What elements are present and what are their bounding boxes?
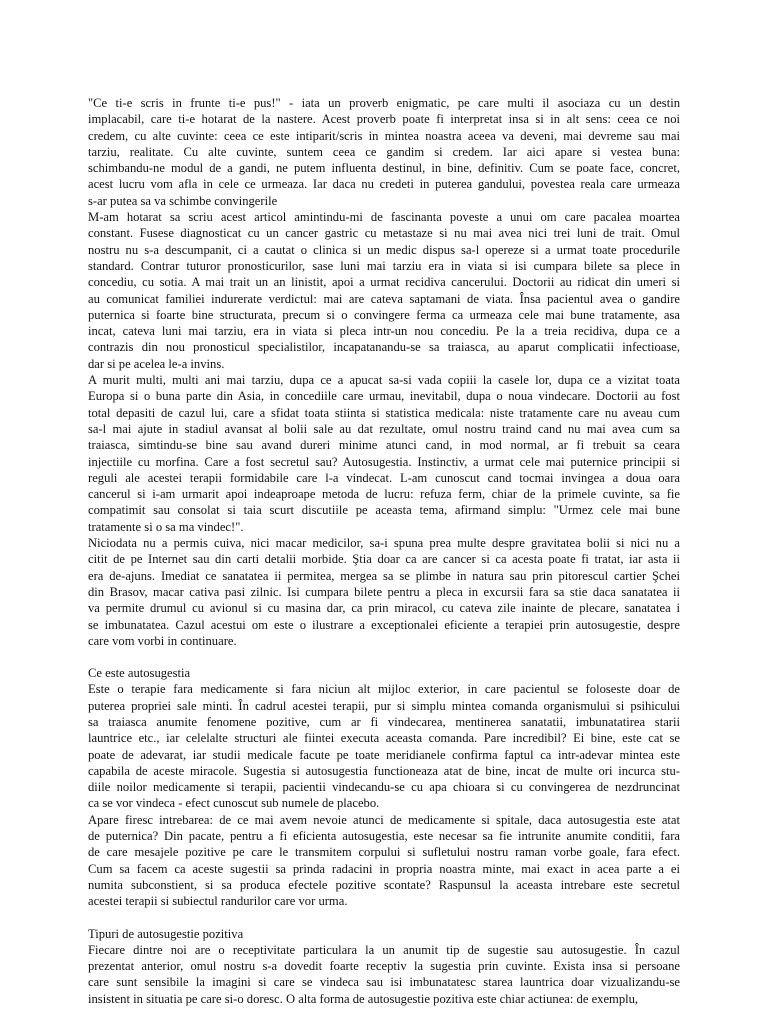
section-heading: Tipuri de autosugestie pozitiva (88, 926, 244, 941)
text-line: au comunicat familiei indurerate verdictul: mai are cateva saptamani de viata. Însa pacientul avea o gandire (88, 291, 680, 306)
text-line: standard. Contrar tuturor pronosticurilor, sase luni mai tarziu era in viata si isi cumpara bilete sa plece in (88, 258, 680, 273)
text-line: sa-l mai ajute in stadiul avansat al bolii sale au dat rezultate, omul nostru traind cand nu mai avea cum sa (88, 421, 680, 436)
text-line: capabila de aceste miracole. Sugestia si autosugestia functioneaza atat de bine, incat de multe ori incurca stu- (88, 763, 680, 778)
section1-paragraph-1 (88, 681, 680, 811)
text-line: Niciodata nu a permis cuiva, nici macar medicilor, sa-i spuna prea multe despre gravitatea bolii si nici nu a (88, 536, 680, 551)
text-line: Cum sa facem ca aceste sugestii sa prinda radacini in propria noastra minte, mai exact in acea parte a ei (88, 861, 680, 876)
text-line: din Brasov, macar cativa pasi zilnic. Isi cumpara bilete pentru a pleca in excursii fara sa stie daca sanatatea ii (88, 584, 680, 599)
intro-paragraph (88, 95, 680, 209)
section-spacer (88, 649, 680, 665)
text-line: acestei terapii si subiectul randurilor care vor urma. (88, 894, 348, 909)
text-line: Este o terapie fara medicamente si fara niciun alt mijloc exterior, in care pacientul se foloseste doar de (88, 682, 680, 697)
section-heading-tipuri (88, 926, 680, 942)
section2-paragraph-1 (88, 942, 680, 1007)
text-line: insistent in situatia pe care si-o doresc. O alta forma de autosugestie pozitiva este chiar actiunea: de exemplu, (88, 991, 639, 1006)
text-line: care vom vorbi in continuare. (88, 633, 237, 648)
text-line: diile noilor medicamente si terapii, pacientii vindecandu-se cu apa chioara si cu convingerea de nezdruncinat (88, 780, 680, 795)
text-line: dar si pe acelea le-a invins. (88, 356, 225, 371)
text-line: A murit multi, multi ani mai tarziu, dupa ce a apucat sa-si vada copiii la casele lor, dupa ce a vizitat toata (88, 373, 680, 388)
text-line: tratamente si o sa ma vindec!". (88, 519, 244, 534)
text-line: incat, cateva luni mai tarziu, era in viata si pleca intr-un nou concediu. Pe la a treia recidiva, dupa ce a (88, 324, 680, 339)
text-line: tarziu, realitate. Cu alte cuvinte, suntem ceea ce gandim si credem. Iar aici apare si vestea buna: (88, 144, 680, 159)
text-line: injectiile cu morfina. Care a fost secretul sau? Autosugestia. Instinctiv, a urmat cele mai puternice principii si (88, 454, 680, 469)
text-line: M-am hotarat sa scriu acest articol amintindu-mi de fascinanta poveste a unui om care pacalea moartea (88, 210, 680, 225)
text-line: launtrice etc., iar celelalte structuri ale fiintei executa aceasta comanda. Pare incredibil? Ei bine, este cat se (88, 731, 680, 746)
text-line: credem, cu alte cuvinte: ceea ce este intiparit/scris in mintea noastra aceea va deveni, mai devreme sau mai (88, 128, 680, 143)
story-paragraph-3 (88, 535, 680, 649)
text-line: de puternica? Din pacate, pentru a fi eficienta autosugestia, este necesar sa fie intrunite anumite conditii, fara (88, 829, 680, 844)
text-line: ca se vor vindeca - efect cunoscut sub numele de placebo. (88, 796, 380, 811)
text-line: compatimit sau consolat si taia scurt discutiile pe aceasta tema, afirmand simplu: "Urmez cele mai bune (88, 503, 680, 518)
text-line: citit de pe Internet sau din carti detalii morbide. Ştia doar ca are cancer si ca acesta poate fi tratat, iar asta ii (88, 552, 680, 567)
section-heading-autosugestia (88, 665, 680, 681)
text-line: schimbandu-ne modul de a gandi, ne putem influenta destinul, in bine, definitiv. Cum se poate face, concret, (88, 161, 680, 176)
text-line: sa traiasca anumite fenomene pozitive, cum ar fi vindecarea, mentinerea sanatatii, imbunatatirea starii (88, 714, 680, 729)
text-line: se imbunatatea. Cazul acestui om este o ilustrare a exceptionalei eficiente a terapiei prin autosugestie, despre (88, 617, 680, 632)
text-line: numita subconstient, si sa produca efectele pozitive scontate? Raspunsul la aceasta intrebare este secretul (88, 877, 680, 892)
text-line: puternica si foarte bine structurata, precum si o convingere ferma ca urmeaza cele mai bune tratamente, asa (88, 307, 680, 322)
text-line: cancerul si i-am urmarit apoi indeaproape metoda de lucru: refuza ferm, chiar de la primele cuvinte, sa fie (88, 487, 680, 502)
text-line: era de-ajuns. Imediat ce sanatatea ii permitea, mergea sa se plimbe in natura sau prin pitorescul cartier Şchei (88, 568, 680, 583)
text-line: prezentat anterior, omul nostru s-a dovedit foarte receptiv la sugestia prin cuvinte. Exista insa si persoane (88, 959, 680, 974)
story-paragraph-2 (88, 372, 680, 535)
text-line: poate de adevarat, iar studii medicale facute pe toate meridianele confirma faptul ca intr-adevar mintea este (88, 747, 680, 762)
text-line: constant. Fusese diagnosticat cu un cancer gastric cu metastaze si nu mai avea nici trei luni de trait. Omul (88, 226, 680, 241)
section1-paragraph-2 (88, 812, 680, 910)
text-line: reguli ale acestei terapii formidabile care l-a vindecat. L-am cunoscut cand tocmai invingea a doua oara (88, 470, 680, 485)
text-line: puterea propriei sale minti. În cadrul acestei terapii, pur si simplu mintea comanda organismului si psihicului (88, 698, 680, 713)
document-body (88, 95, 680, 1007)
text-line: Europa si o buna parte din Asia, in concediile care urmau, inevitabil, dupa o noua vindecare. Doctorii au fost (88, 389, 680, 404)
text-line: s-ar putea sa va schimbe convingerile (88, 193, 278, 208)
text-line: acest lucru vom afla in cele ce urmeaza. Iar daca nu credeti in puterea gandului, povestea reala care urmeaza (88, 177, 680, 192)
text-line: va permite drumul cu avionul si cu masina dar, ca prin miracol, cu cateva zile inainte de plecare, sanatatea i (88, 601, 680, 616)
section-heading: Ce este autosugestia (88, 666, 191, 681)
text-line: de care mesajele pozitive pe care le transmitem corpului si sufletului nostru raman vorbe goale, fara efect. (88, 845, 680, 860)
text-line: Fiecare dintre noi are o receptivitate particulara la un anumit tip de sugestie sau autosugestie. În cazul (88, 942, 680, 957)
text-line: concediu, cu sotia. A mai trait un an linistit, apoi a urmat recidiva cancerului. Doctorii au ridicat din umeri si (88, 275, 680, 290)
section-spacer (88, 910, 680, 926)
text-line: care sunt sensibile la imagini si care se vindeca sau isi imbunatatesc starea launtrica doar vizualizandu-se (88, 975, 680, 990)
text-line: implacabil, care ti-e hotarat de la nastere. Acest proverb poate fi interpretat insa si in alt sens: ceea ce noi (88, 112, 680, 127)
text-line: nostru nu s-a descumpanit, ci a cautat o clinica si un medic dispus sa-l opereze si a urmat toate procedurile (88, 242, 680, 257)
story-paragraph-1 (88, 209, 680, 372)
text-line: Apare firesc intrebarea: de ce mai avem nevoie atunci de medicamente si spitale, daca autosugestia este atat (88, 812, 680, 827)
text-line: contrazis din nou pronosticul specialistilor, incapatanandu-se sa traiasca, au aparut complicatii infectioase, (88, 340, 680, 355)
text-line: total depasiti de cazul lui, care a sfidat toata stiinta si statistica medicala: niste tratamente care nu aveau cum (88, 405, 680, 420)
text-line: traiasca, simtindu-se bine sau avand dureri minime atunci cand, in mod normal, ar fi trebuit sa ceara (88, 438, 680, 453)
text-line: "Ce ti-e scris in frunte ti-e pus!" - iata un proverb enigmatic, pe care multi il asociaza cu un destin (88, 96, 680, 110)
